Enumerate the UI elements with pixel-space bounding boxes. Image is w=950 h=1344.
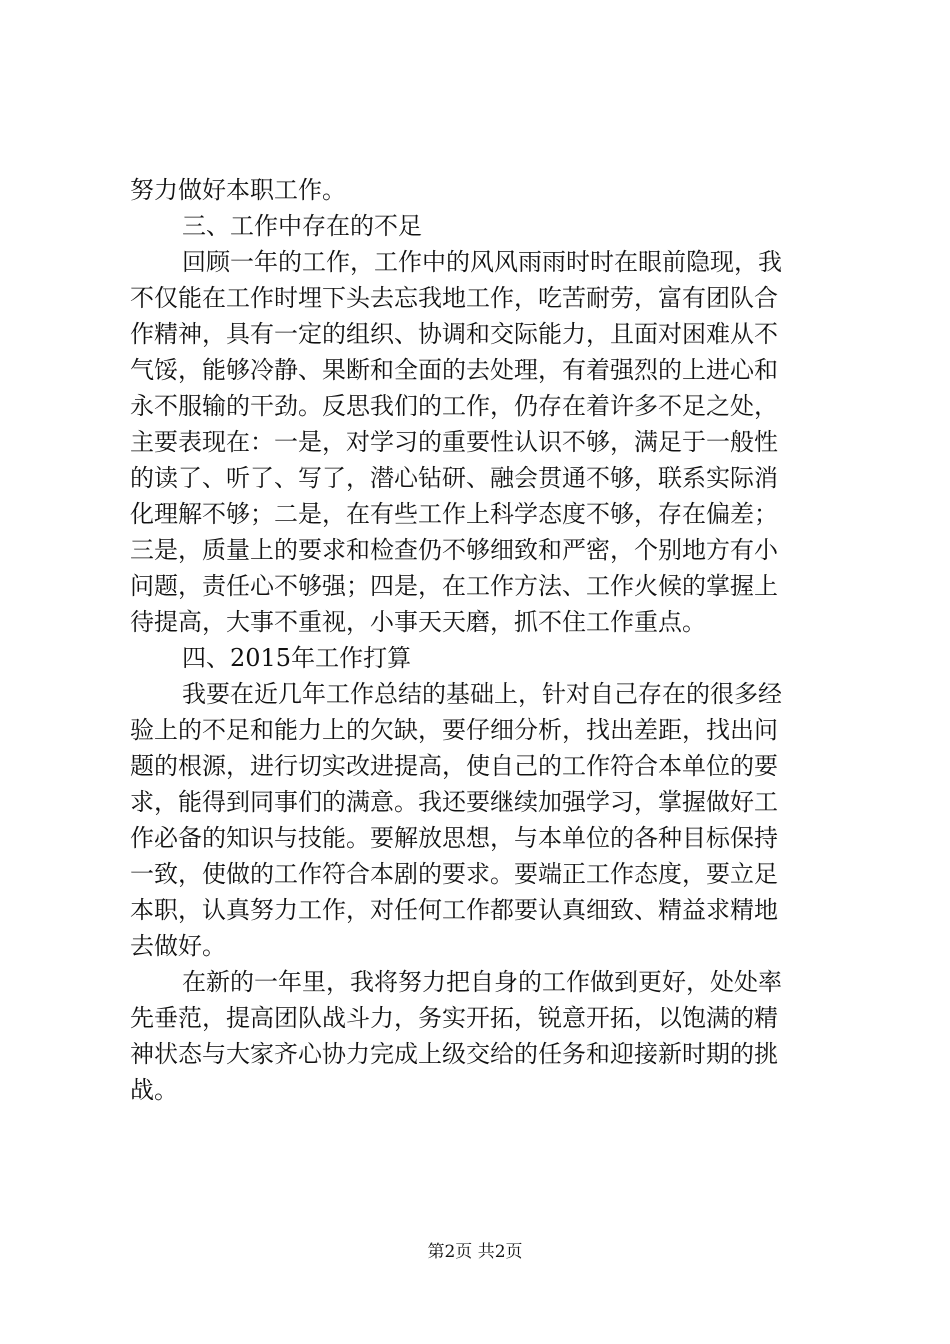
text-line: 待提高，大事不重视，小事天天磨，抓不住工作重点。 <box>130 608 706 636</box>
text-line: 求，能得到同事们的满意。我还要继续加强学习，掌握做好工 <box>130 788 778 816</box>
text-line: 本职，认真努力工作，对任何工作都要认真细致、精益求精地 <box>130 896 778 924</box>
text-line: 问题，责任心不够强；四是，在工作方法、工作火候的掌握上 <box>130 572 778 600</box>
document-body <box>130 172 830 1108</box>
text-line: 我要在近几年工作总结的基础上，针对自己存在的很多经 <box>182 680 782 708</box>
text-line: 三、工作中存在的不足 <box>182 212 422 240</box>
text-line: 题的根源，进行切实改进提高，使自己的工作符合本单位的要 <box>130 752 778 780</box>
text-line: 四、2015年工作打算 <box>182 644 412 672</box>
page-footer: 第2页 共2页 <box>427 1242 523 1262</box>
text-line: 作精神，具有一定的组织、协调和交际能力，且面对困难从不 <box>130 320 778 348</box>
text-line: 先垂范，提高团队战斗力，务实开拓，锐意开拓，以饱满的精 <box>130 1004 778 1032</box>
text-line: 去做好。 <box>130 932 226 960</box>
text-line: 不仅能在工作时埋下头去忘我地工作，吃苦耐劳，富有团队合 <box>130 284 778 312</box>
text-line: 回顾一年的工作，工作中的风风雨雨时时在眼前隐现，我 <box>182 248 782 276</box>
text-line: 化理解不够；二是，在有些工作上科学态度不够，存在偏差； <box>130 500 778 528</box>
text-line: 一致，使做的工作符合本剧的要求。要端正工作态度，要立足 <box>130 860 778 888</box>
text-line: 永不服输的干劲。反思我们的工作，仍存在着许多不足之处， <box>130 392 778 420</box>
text-line: 三是，质量上的要求和检查仍不够细致和严密，个别地方有小 <box>130 536 778 564</box>
text-line: 作必备的知识与技能。要解放思想，与本单位的各种目标保持 <box>130 824 778 852</box>
text-line: 验上的不足和能力上的欠缺，要仔细分析，找出差距，找出问 <box>130 716 778 744</box>
text-line: 努力做好本职工作。 <box>130 176 346 204</box>
text-line: 的读了、听了、写了，潜心钻研、融会贯通不够，联系实际消 <box>130 464 778 492</box>
text-line: 战。 <box>130 1076 178 1104</box>
text-line: 神状态与大家齐心协力完成上级交给的任务和迎接新时期的挑 <box>130 1040 778 1068</box>
text-line: 在新的一年里，我将努力把自身的工作做到更好，处处率 <box>182 968 782 996</box>
text-line: 主要表现在：一是，对学习的重要性认识不够，满足于一般性 <box>130 428 778 456</box>
text-line: 气馁，能够冷静、果断和全面的去处理，有着强烈的上进心和 <box>130 356 778 384</box>
